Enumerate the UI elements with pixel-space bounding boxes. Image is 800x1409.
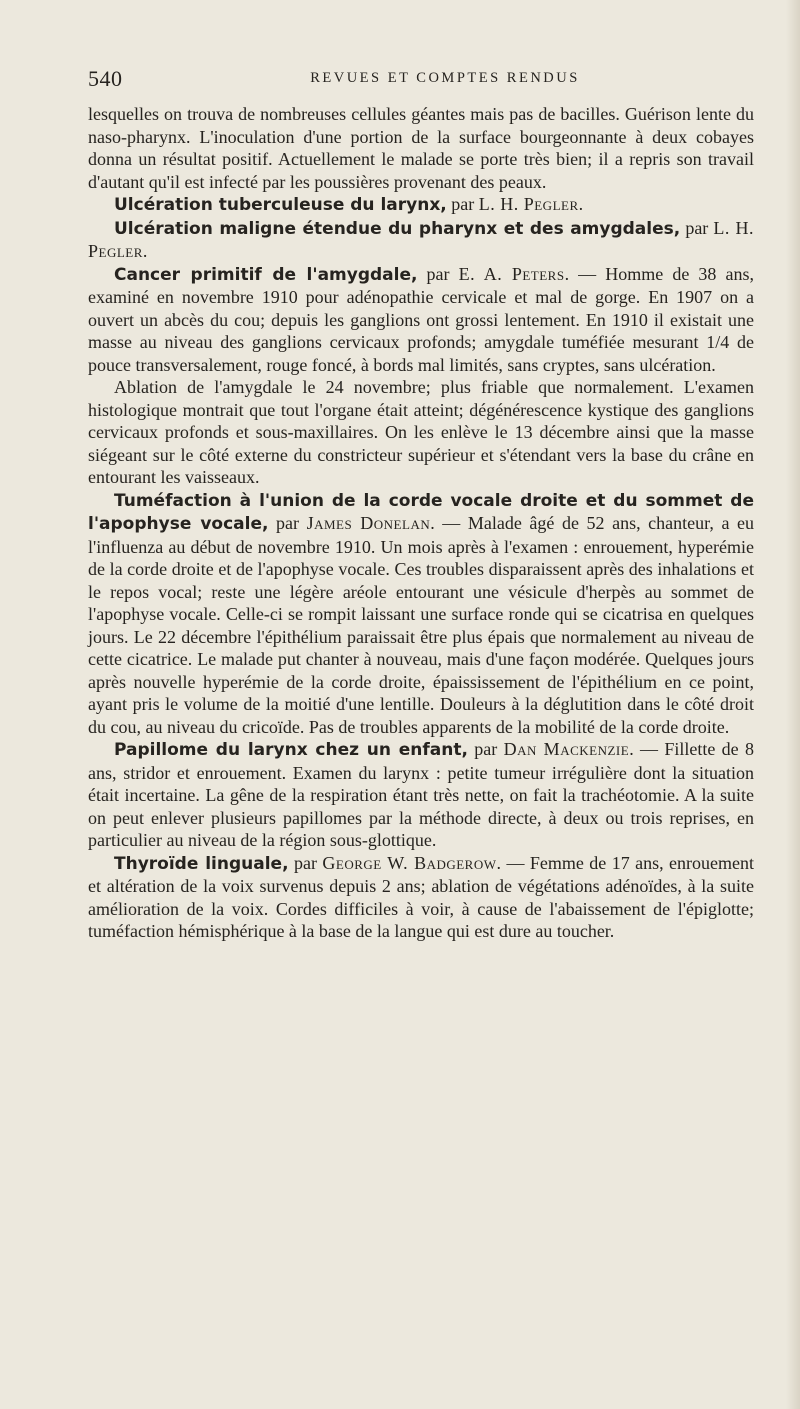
running-title: REVUES ET COMPTES RENDUS [310, 70, 580, 86]
by-word: par [288, 852, 323, 873]
abstract-author: George W. Badgerow [322, 852, 497, 873]
by-word: par [467, 739, 504, 759]
abstract-text: . — Femme de 17 ans, enrouement et altération de la voix survenus depuis 2 ans; ablation de végétations adénoïdes, à la suite amélioration de la voix. Cordes difficiles à voir, à cause de l'abaissement de l'épiglotte; tuméfaction hémisphérique à la base de la langue qui est dure au toucher. [88, 852, 755, 941]
abstract-title: Papillome du larynx chez un enfant, [114, 740, 468, 760]
by-word: par [446, 194, 479, 214]
abstract-author: L. H. Pegler [88, 217, 754, 261]
abstract-larynx-papilloma [88, 738, 754, 852]
by-word: par [680, 217, 714, 238]
abstract-author: L. H. Pegler [478, 194, 579, 214]
abstract-vocal-cord-swelling [88, 489, 754, 739]
body-text [88, 103, 754, 943]
paragraph-text: lesquelles on trouva de nombreuses cellules géantes mais pas de bacilles. Guérison lente du naso-pharynx. L'inoculation d'une portion de la surface bourgeonnante à deux cobayes donna un résultat positif. Actuellement le malade se porte très bien; il a repris son travail d'autant qu'il est infecté par les poussières provenant des peaux. [88, 104, 754, 192]
abstract-author: E. A. Peters [458, 263, 565, 284]
abstract-author: Dan Mackenzie [503, 739, 630, 759]
abstract-text: . — Fillette de 8 ans, stridor et enrouement. Examen du larynx : petite tumeur irrégulière dont la situation était incertaine. La gêne de la respiration étant très nette, on fait la trachéotomie. A la suite on peut enlever plusieurs papillomes par la méthode directe, à deux ou trois reprises, en particulier au niveau de la région sous-glottique. [88, 739, 755, 850]
paragraph-text: Ablation de l'amygdale le 24 novembre; plus friable que normalement. L'examen histologique montrait que tout l'organe était atteint; dégénérescence kystique des ganglions cervicaux profonds et sous-maxillaires. On les enlève le 13 décembre ainsi que la masse siégeant sur le côté externe du constricteur supérieur et s'étendant vers la base du crâne en entourant les vaisseaux. [88, 377, 754, 487]
abstract-title: Ulcération tuberculeuse du larynx, [114, 195, 447, 215]
by-word: par [417, 263, 459, 284]
abstract-title: Thyroïde linguale, [114, 853, 289, 874]
abstract-tuberculous-ulceration [88, 193, 754, 217]
abstract-title: Tuméfaction à l'union de la corde vocale droite et du sommet de l'apophyse vocale, [88, 490, 754, 534]
abstract-malignant-ulceration [88, 217, 754, 263]
page-header [88, 66, 754, 94]
paragraph-tonsil-ablation [88, 376, 754, 489]
abstract-lingual-thyroid [88, 852, 754, 943]
abstract-title: Ulcération maligne étendue du pharynx et des amygdales, [114, 218, 681, 239]
page-number: 540 [88, 66, 123, 91]
abstract-text: . [142, 241, 148, 261]
abstract-title: Cancer primitif de l'amygdale, [114, 264, 418, 285]
abstract-author: James Donelan [306, 513, 431, 533]
paragraph-continuation [88, 103, 754, 193]
page-edge-shadow [786, 0, 800, 1409]
by-word: par [268, 513, 307, 533]
abstract-tonsil-cancer [88, 263, 754, 377]
abstract-text: . [578, 194, 584, 214]
abstract-text: . — Homme de 38 ans, examiné en novembre 1910 pour adénopathie cervicale et mal de gorge. En 1907 on a ouvert un abcès du cou; depuis les ganglions ont grossi lentement. En 1910 il existait une masse au niveau des ganglions cervicaux profonds; amygdale tuméfiée mesurant 1/4 de pouce transversalement, rouge foncé, à bords mal limités, sans cryptes, sans ulcération. [88, 263, 754, 375]
abstract-text: . — Malade âgé de 52 ans, chanteur, a eu l'influenza au début de novembre 1910. Un mois après à l'examen : enrouement, hyperémie de la corde droite et de l'apophyse vocale. Ces troubles disparaissent après des inhalations et le repos vocal; reste une légère aréole entourant une vésicule d'herpès au sommet de l'apophyse vocale. Celle-ci se rompit laissant une surface ronde qui se cicatrisa en quelques jours. Le 22 décembre l'épithélium paraissait être plus épais que normalement au niveau de cette cicatrice. Le malade put chanter à nouveau, mais d'une façon modérée. Quelques jours après nouvelle hyperémie de la corde droite, épaississement de l'épithélium en ce point, ayant pris le volume de la moitié d'une lentille. Douleurs à la déglutition dans le côté droit du cou, au niveau du cricoïde. Pas de troubles apparents de la mobilité de la corde droite. [88, 513, 755, 737]
